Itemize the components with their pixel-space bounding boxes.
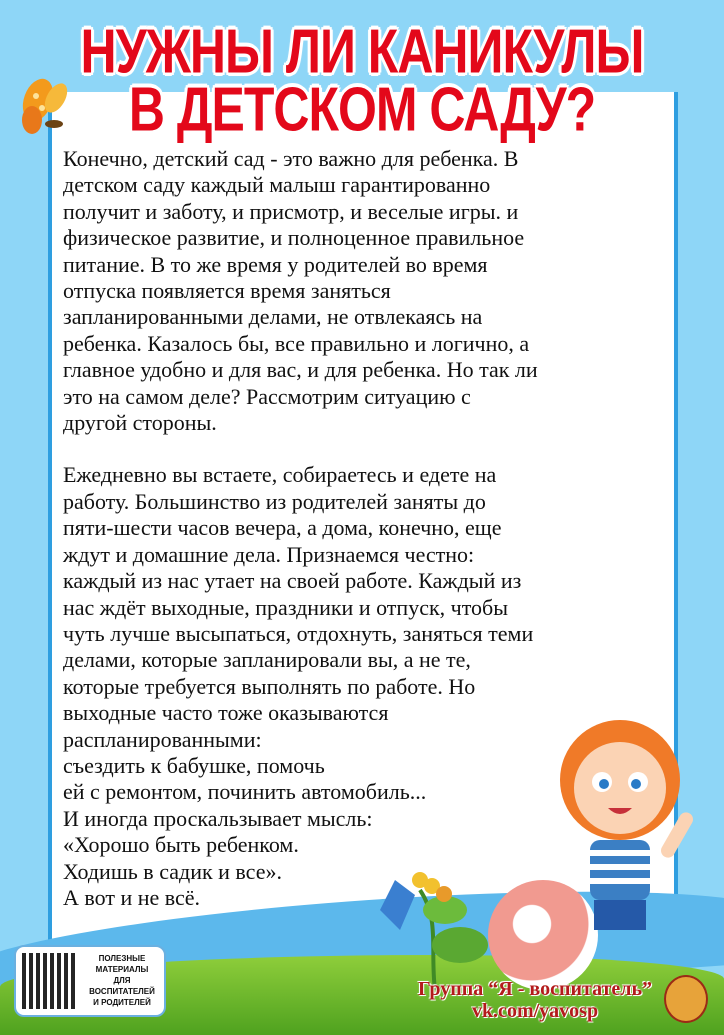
text-line: Конечно, детский сад - это важно для ребенка. В [63, 146, 519, 171]
text-line: нас ждёт выходные, праздники и отпуск, чтобы [63, 594, 509, 620]
title-line-2: В ДЕТСКОМ САДУ? [128, 74, 596, 144]
text-line: чуть лучше высыпаться, отдохнуть, заняться теми [63, 620, 534, 646]
group-name: Группа “Я - воспитатель” [417, 978, 653, 1000]
qr-caption-line: И РОДИТЕЛЕЙ [93, 998, 151, 1007]
qr-code-icon[interactable] [22, 953, 78, 1009]
title-line-1: НУЖНЫ ЛИ КАНИКУЛЫ [80, 16, 644, 86]
text-line: запланированными делами, не отвлекаясь на [63, 304, 483, 330]
article-text [63, 146, 538, 937]
text-line: ей с ремонтом, починить автомобиль... [63, 779, 427, 805]
text-line: отпуска появляется время заняться [63, 278, 391, 304]
text-line: делами, которые запланировали вы, а не те, [63, 647, 471, 673]
text-line: получит и заботу, и присмотр, и веселые игры. и [63, 198, 519, 224]
text-line: питание. В то же время у родителей во время [63, 251, 488, 277]
text-line: которые требуется выполнять по работе. Но [63, 673, 476, 699]
text-line: это на самом деле? Рассмотрим ситуацию с [63, 383, 471, 409]
butterfly-icon [16, 78, 72, 138]
text-line: ждут и домашние дела. Признаемся честно: [63, 541, 475, 567]
qr-caption-line: ПОЛЕЗНЫЕ [98, 954, 146, 963]
text-line: И иногда проскальзывает мысль: [63, 805, 373, 831]
text-line: Ежедневно вы встаете, собираетесь и едете на [63, 462, 497, 488]
text-line: физическое развитие, и полноценное правильное [63, 225, 525, 251]
bellflower-caterpillar-illustration [360, 850, 510, 990]
text-line: съездить к бабушке, помочь [63, 752, 325, 778]
text-line: другой стороны. [63, 410, 217, 436]
text-line: пяти-шести часов вечера, а дома, конечно, еще [63, 515, 502, 541]
text-line: выходные часто тоже оказываются [63, 700, 389, 726]
text-line: распланированными: [63, 726, 262, 752]
group-logo-icon [664, 975, 708, 1023]
text-line: детском саду каждый малыш гарантированно [63, 172, 491, 198]
group-link[interactable]: vk.com/yavosp [471, 1000, 599, 1022]
qr-code-card[interactable] [14, 945, 166, 1017]
paragraph-1 [63, 146, 538, 436]
paragraph-2 [63, 462, 538, 911]
qr-caption [82, 953, 162, 1008]
qr-caption-line: ДЛЯ [113, 976, 131, 985]
text-line: Ходишь в садик и все». [63, 858, 282, 884]
text-line: главное удобно и для вас, и для ребенка. Но так ли [63, 357, 538, 383]
text-line: «Хорошо быть ребенком. [63, 832, 299, 858]
girl-illustration [520, 700, 724, 950]
text-line: ребенка. Казалось бы, все правильно и логично, а [63, 330, 530, 356]
text-line: А вот и не всё. [63, 884, 201, 910]
qr-caption-line: МАТЕРИАЛЫ [95, 965, 149, 974]
footer-credits [410, 978, 660, 1022]
text-line: каждый из нас утает на своей работе. Каждый из [63, 568, 522, 594]
text-line: работу. Большинство из родителей заняты до [63, 488, 486, 514]
qr-caption-line: ВОСПИТАТЕЛЕЙ [89, 987, 155, 996]
